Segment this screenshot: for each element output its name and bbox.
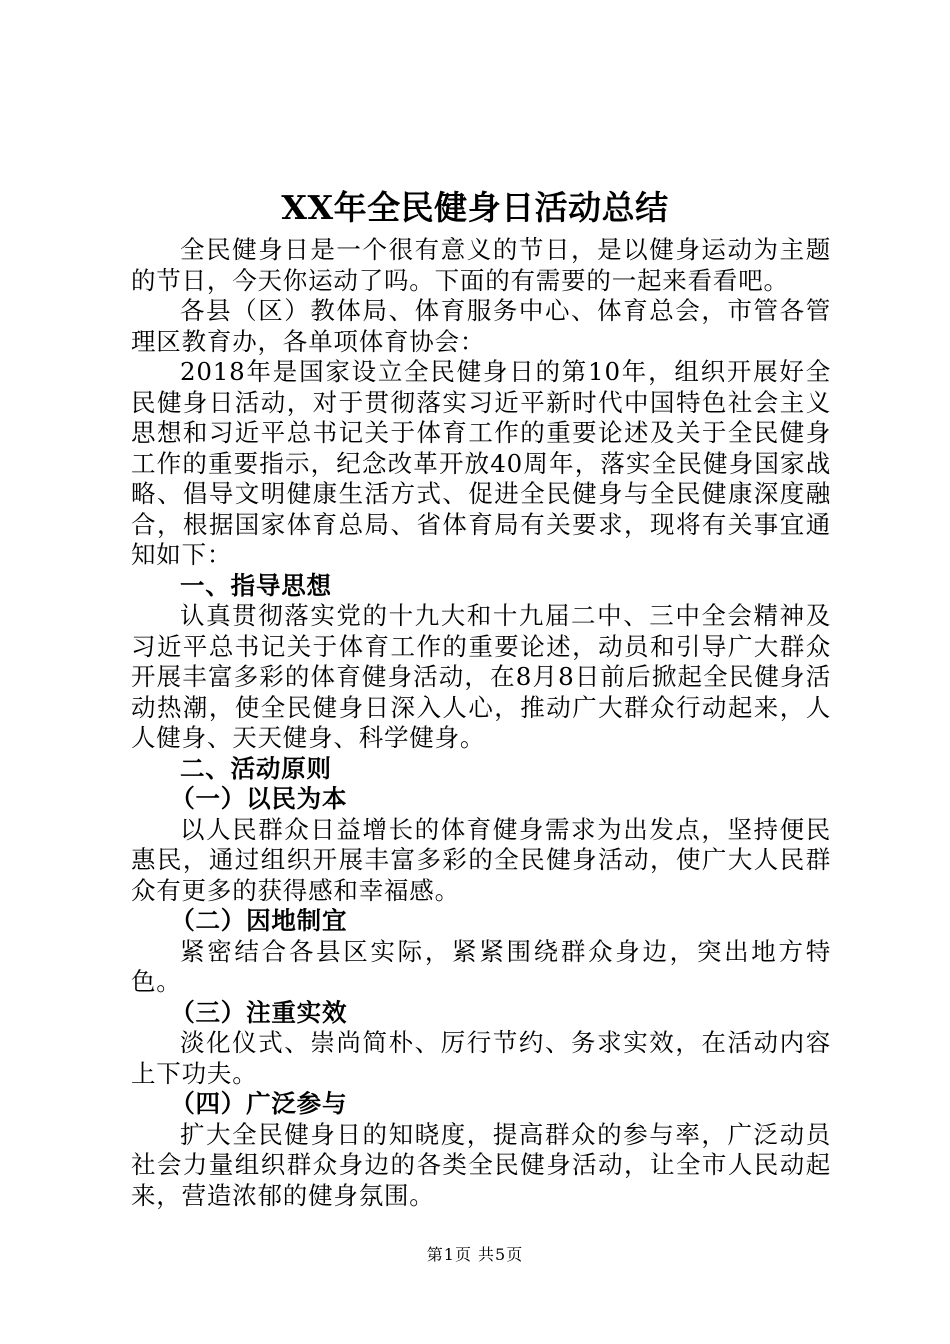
section-heading: 一、指导思想 — [180, 570, 332, 600]
page-title: XX年全民健身日活动总结 — [281, 188, 669, 227]
subsection-heading: （四）广泛参与 — [170, 1089, 348, 1118]
document-body — [131, 235, 831, 1211]
paragraph: 认真贯彻落实党的十九大和十九届二中、三中全会精神及习近平总书记关于体育工作的重要论述，动员和引导广大群众开展丰富多彩的体育健身活动，在8月8日前后掀起全民健身活动热潮，使全民健身日深入人心，推动广大群众行动起来，人人健身、天天健身、科学健身。 — [131, 601, 831, 752]
subsection-heading: （三）注重实效 — [170, 997, 348, 1027]
paragraph-notice: 2018年是国家设立全民健身日的第10年，组织开展好全民健身日活动，对于贯彻落实习近平新时代中国特色社会主义思想和习近平总书记关于体育工作的重要论述及关于全民健身工作的重要指示，纪念改革开放40周年，落实全民健身国家战略、倡导文明健康生活方式、促进全民健身与全民健康深度融合，根据国家体育总局、省体育局有关要求，现将有关事宜通知如下： — [131, 357, 831, 569]
subsection-heading: （一）以民为本 — [170, 784, 348, 813]
paragraph: 扩大全民健身日的知晓度，提高群众的参与率，广泛动员社会力量组织群众身边的各类全民健身活动，让全市人民动起来，营造浓郁的健身氛围。 — [131, 1119, 831, 1210]
paragraph-addressee: 各县（区）教体局、体育服务中心、体育总会，市管各管理区教育办，各单项体育协会： — [131, 296, 831, 356]
subsection-heading: （二）因地制宜 — [170, 906, 348, 935]
page-footer: 第1页 共5页 — [426, 1245, 524, 1264]
paragraph: 紧密结合各县区实际，紧紧围绕群众身边，突出地方特色。 — [131, 936, 831, 996]
paragraph-intro: 全民健身日是一个很有意义的节日，是以健身运动为主题的节日，今天你运动了吗。下面的有需要的一起来看看吧。 — [131, 235, 831, 295]
paragraph: 以人民群众日益增长的体育健身需求为出发点，坚持便民惠民，通过组织开展丰富多彩的全民健身活动，使广大人民群众有更多的获得感和幸福感。 — [131, 814, 831, 905]
paragraph: 淡化仪式、崇尚简朴、厉行节约、务求实效，在活动内容上下功夫。 — [131, 1028, 831, 1088]
section-heading: 二、活动原则 — [180, 753, 332, 783]
